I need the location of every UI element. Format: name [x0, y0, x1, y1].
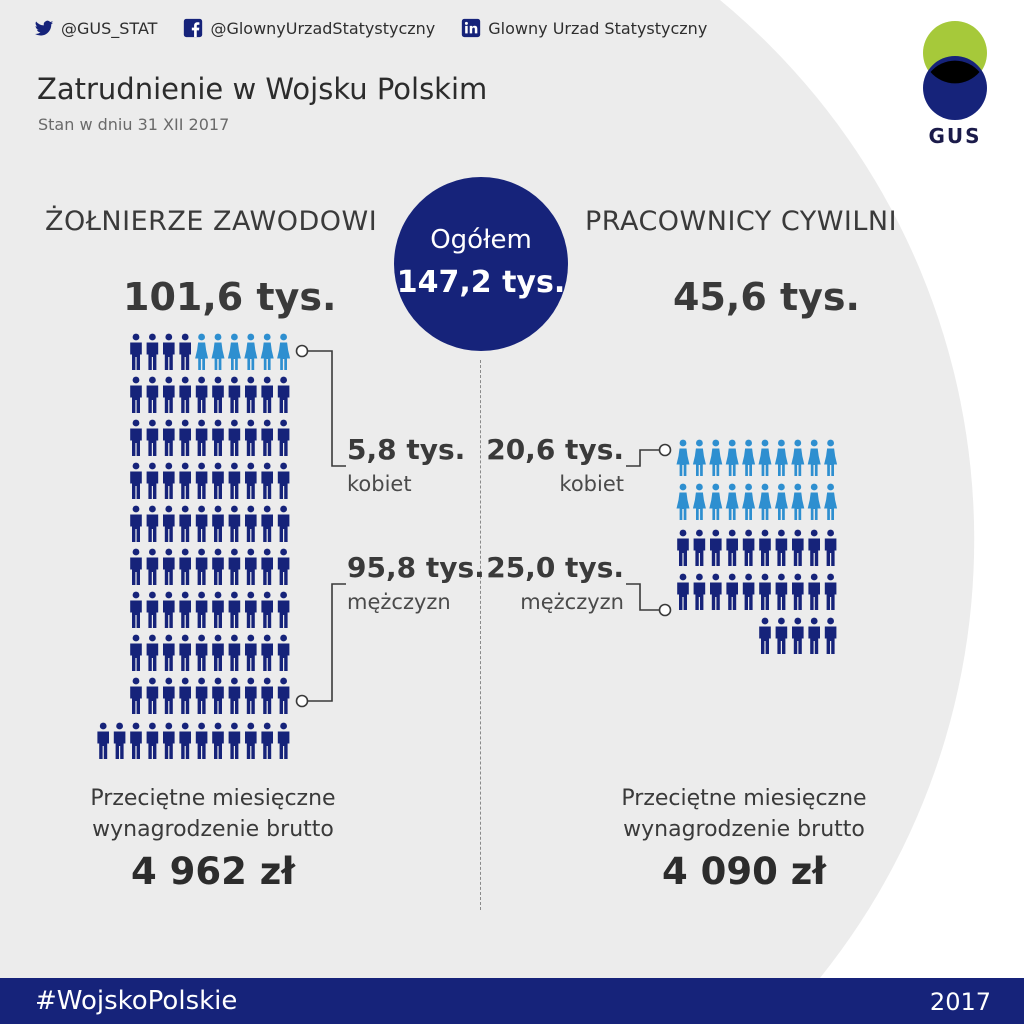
woman-icon: [677, 440, 690, 476]
man-icon: [229, 592, 241, 628]
civilians-total: 45,6 tys.: [673, 275, 860, 319]
man-icon: [179, 420, 191, 456]
man-icon: [710, 574, 722, 610]
man-icon: [261, 635, 273, 671]
man-icon: [229, 377, 241, 413]
woman-icon: [726, 484, 739, 520]
man-icon: [196, 506, 208, 542]
man-icon: [792, 530, 804, 566]
man-icon: [179, 463, 191, 499]
man-icon: [261, 678, 273, 714]
man-icon: [179, 592, 191, 628]
man-icon: [130, 723, 142, 759]
woman-icon: [775, 440, 788, 476]
man-icon: [261, 377, 273, 413]
woman-icon: [791, 440, 804, 476]
woman-icon: [228, 334, 241, 370]
man-icon: [179, 334, 191, 370]
soldiers-heading: ŻOŁNIERZE ZAWODOWI: [45, 206, 378, 237]
woman-icon: [677, 484, 690, 520]
man-icon: [196, 549, 208, 585]
woman-icon: [808, 440, 821, 476]
man-icon: [808, 530, 820, 566]
man-icon: [229, 549, 241, 585]
man-icon: [147, 463, 159, 499]
man-icon: [261, 592, 273, 628]
man-icon: [743, 530, 755, 566]
soldiers-wage-value: 4 962 zł: [130, 850, 295, 893]
man-icon: [196, 592, 208, 628]
woman-icon: [709, 440, 722, 476]
man-icon: [229, 678, 241, 714]
man-icon: [147, 723, 159, 759]
man-icon: [261, 723, 273, 759]
man-icon: [278, 377, 290, 413]
man-icon: [245, 592, 257, 628]
civilians-men-value: 25,0 tys.: [486, 551, 624, 584]
man-icon: [229, 723, 241, 759]
woman-icon: [742, 484, 755, 520]
man-icon: [163, 635, 175, 671]
man-icon: [212, 549, 224, 585]
soldiers-women-value: 5,8 tys.: [347, 433, 466, 466]
man-icon: [694, 530, 706, 566]
woman-icon: [759, 440, 772, 476]
man-icon: [163, 377, 175, 413]
man-icon: [245, 377, 257, 413]
man-icon: [261, 463, 273, 499]
man-icon: [130, 420, 142, 456]
civilians-connector: [626, 445, 671, 616]
man-icon: [130, 678, 142, 714]
man-icon: [278, 506, 290, 542]
man-icon: [196, 463, 208, 499]
woman-icon: [693, 440, 706, 476]
man-icon: [825, 530, 837, 566]
man-icon: [726, 574, 738, 610]
woman-icon: [824, 484, 837, 520]
soldiers-men-label: mężczyzn: [347, 590, 451, 614]
man-icon: [130, 377, 142, 413]
man-icon: [677, 574, 689, 610]
man-icon: [147, 506, 159, 542]
man-icon: [229, 463, 241, 499]
page-title: Zatrudnienie w Wojsku Polskim: [37, 72, 488, 106]
man-icon: [196, 723, 208, 759]
footer-hashtag[interactable]: #WojskoPolskie: [35, 986, 238, 1016]
man-icon: [245, 420, 257, 456]
man-icon: [245, 506, 257, 542]
man-icon: [163, 678, 175, 714]
man-icon: [196, 377, 208, 413]
man-icon: [245, 678, 257, 714]
man-icon: [808, 574, 820, 610]
woman-icon: [212, 334, 225, 370]
footer-year: 2017: [929, 988, 991, 1016]
man-icon: [163, 506, 175, 542]
man-icon: [759, 530, 771, 566]
man-icon: [163, 549, 175, 585]
soldiers-wage-label-line2: wynagrodzenie brutto: [92, 817, 334, 842]
man-icon: [261, 549, 273, 585]
soldiers-total: 101,6 tys.: [123, 275, 337, 319]
man-icon: [278, 678, 290, 714]
civilians-heading: PRACOWNICY CYWILNI: [585, 206, 898, 237]
man-icon: [212, 592, 224, 628]
man-icon: [212, 377, 224, 413]
civilians-women-value: 20,6 tys.: [486, 433, 624, 466]
woman-icon: [759, 484, 772, 520]
man-icon: [147, 334, 159, 370]
man-icon: [245, 463, 257, 499]
man-icon: [278, 635, 290, 671]
logo-text: GUS: [928, 124, 982, 148]
man-icon: [130, 463, 142, 499]
man-icon: [792, 618, 804, 654]
man-icon: [163, 420, 175, 456]
woman-icon: [742, 440, 755, 476]
man-icon: [776, 530, 788, 566]
man-icon: [825, 618, 837, 654]
man-icon: [97, 723, 109, 759]
man-icon: [179, 549, 191, 585]
man-icon: [130, 592, 142, 628]
woman-icon: [261, 334, 274, 370]
man-icon: [163, 463, 175, 499]
man-icon: [179, 506, 191, 542]
man-icon: [212, 635, 224, 671]
man-icon: [245, 549, 257, 585]
man-icon: [179, 678, 191, 714]
man-icon: [212, 420, 224, 456]
page-subtitle: Stan w dniu 31 XII 2017: [38, 115, 230, 134]
man-icon: [278, 592, 290, 628]
man-icon: [710, 530, 722, 566]
woman-icon: [709, 484, 722, 520]
man-icon: [261, 506, 273, 542]
man-icon: [130, 635, 142, 671]
man-icon: [179, 723, 191, 759]
woman-icon: [775, 484, 788, 520]
man-icon: [212, 723, 224, 759]
man-icon: [212, 678, 224, 714]
soldiers-men-value: 95,8 tys.: [347, 551, 485, 584]
man-icon: [776, 574, 788, 610]
woman-icon: [791, 484, 804, 520]
man-icon: [245, 635, 257, 671]
civilians-wage-value: 4 090 zł: [661, 850, 826, 893]
soldiers-wage-label-line1: Przeciętne miesięczne: [90, 786, 336, 811]
man-icon: [792, 574, 804, 610]
man-icon: [212, 463, 224, 499]
man-icon: [278, 420, 290, 456]
man-icon: [179, 377, 191, 413]
man-icon: [147, 592, 159, 628]
man-icon: [163, 334, 175, 370]
man-icon: [147, 678, 159, 714]
civilians-women-label: kobiet: [559, 472, 624, 496]
civilians-wage-label: [594, 783, 894, 845]
man-icon: [163, 723, 175, 759]
total-label: Ogółem: [430, 225, 532, 255]
soldiers-connector: [297, 346, 347, 707]
man-icon: [759, 574, 771, 610]
civilians-wage-label-line2: wynagrodzenie brutto: [623, 817, 865, 842]
facebook-handle: @GlownyUrzadStatystyczny: [210, 18, 436, 38]
woman-icon: [808, 484, 821, 520]
man-icon: [147, 420, 159, 456]
linkedin-name: Glowny Urzad Statystyczny: [488, 18, 708, 38]
man-icon: [759, 618, 771, 654]
man-icon: [229, 635, 241, 671]
woman-icon: [277, 334, 290, 370]
woman-icon: [195, 334, 208, 370]
man-icon: [130, 506, 142, 542]
total-value: 147,2 tys.: [396, 265, 566, 300]
man-icon: [825, 574, 837, 610]
man-icon: [229, 420, 241, 456]
man-icon: [196, 678, 208, 714]
woman-icon: [726, 440, 739, 476]
civilians-men-label: mężczyzn: [520, 590, 624, 614]
man-icon: [114, 723, 126, 759]
man-icon: [278, 549, 290, 585]
twitter-handle: @GUS_STAT: [61, 18, 158, 38]
woman-icon: [693, 484, 706, 520]
man-icon: [163, 592, 175, 628]
man-icon: [130, 549, 142, 585]
soldiers-women-label: kobiet: [347, 472, 412, 496]
man-icon: [212, 506, 224, 542]
man-icon: [776, 618, 788, 654]
man-icon: [179, 635, 191, 671]
man-icon: [278, 463, 290, 499]
man-icon: [261, 420, 273, 456]
footer-bar: [0, 978, 1024, 1024]
woman-icon: [824, 440, 837, 476]
soldiers-wage-label: [63, 783, 363, 845]
man-icon: [147, 377, 159, 413]
man-icon: [229, 506, 241, 542]
woman-icon: [244, 334, 257, 370]
man-icon: [743, 574, 755, 610]
man-icon: [677, 530, 689, 566]
man-icon: [196, 420, 208, 456]
man-icon: [808, 618, 820, 654]
man-icon: [694, 574, 706, 610]
man-icon: [726, 530, 738, 566]
civilians-wage-label-line1: Przeciętne miesięczne: [621, 786, 867, 811]
man-icon: [130, 334, 142, 370]
man-icon: [196, 635, 208, 671]
man-icon: [278, 723, 290, 759]
man-icon: [245, 723, 257, 759]
man-icon: [147, 549, 159, 585]
man-icon: [147, 635, 159, 671]
